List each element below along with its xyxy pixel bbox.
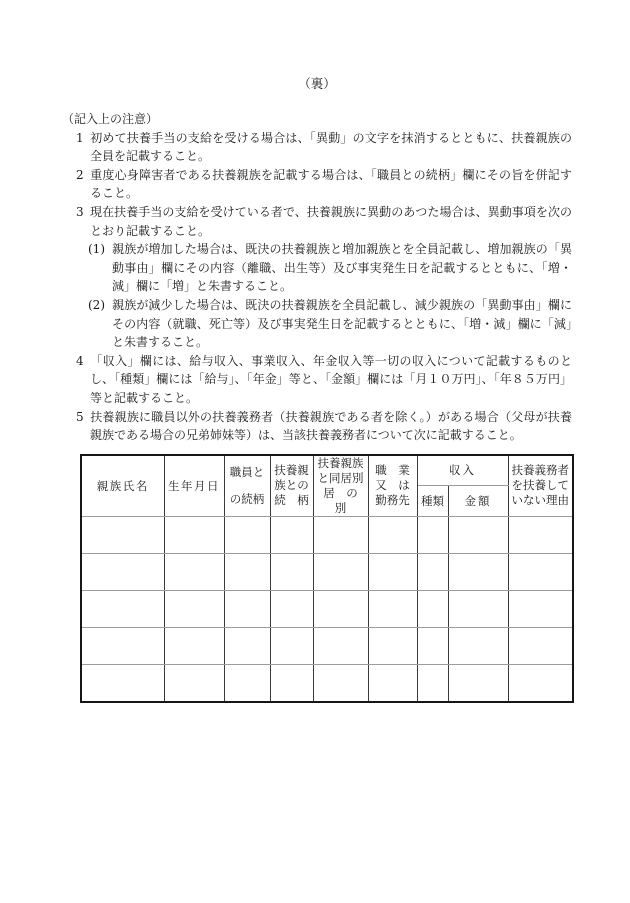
note-item-1 — [62, 129, 572, 166]
col-header-relation-to-dependent: 扶養親 族との 続 柄 — [270, 455, 313, 517]
col-header-reason-not-supporting: 扶養義務者 を扶養して いない理由 — [508, 455, 573, 517]
table-empty-cell — [164, 553, 224, 590]
note-item-1-text: 初めて扶養手当の支給を受ける場合は、「異動」の文字を抹消するとともに、扶養親族の全員を記載すること。 — [90, 130, 572, 164]
notes-section — [62, 110, 572, 445]
note-item-3-sub-2-text: 親族が減少した場合は、既決の扶養親族を全員記載し、減少親族の「異動事由」欄にその内容（就職、死亡等）及び事実発生日を記載するとともに、「増・減」欄に「減」と朱書すること。 — [112, 297, 572, 350]
table-empty-cell — [224, 516, 270, 553]
table-empty-cell — [417, 553, 448, 590]
table-empty-cell — [164, 516, 224, 553]
note-item-5-number: 5 — [76, 409, 84, 424]
table-row — [81, 553, 573, 590]
table-empty-cell — [164, 664, 224, 702]
table-empty-cell — [448, 516, 508, 553]
table-empty-cell — [417, 516, 448, 553]
table-empty-cell — [417, 627, 448, 664]
table-empty-cell — [448, 553, 508, 590]
table-row — [81, 590, 573, 627]
table-empty-cell — [313, 553, 368, 590]
col-header-relation-to-employee: 職員と の続柄 — [224, 455, 270, 517]
col-header-relative-name: 親族氏名 — [81, 455, 164, 517]
note-item-4-number: 4 — [76, 353, 84, 368]
note-item-4-text: 「収入」欄には、給与収入、事業収入、年金収入等一切の収入について記載するものとし、「種類」欄には「給与」、「年金」等と、「金額」欄には「月１０万円」、「年８５万円」等と記載すること。 — [90, 353, 572, 405]
note-item-5-text: 扶養親族に職員以外の扶養義務者（扶養親族である者を除く。）がある場合（父母が扶養親族である場合の兄弟姉妹等）は、当該扶養義務者について次に記載すること。 — [90, 409, 572, 443]
note-item-2-number: 2 — [76, 167, 84, 182]
note-item-3-sub-1-text: 親族が増加した場合は、既決の扶養親族と増加親族とを全員記載し、増加親族の「異動事由」欄にその内容（離職、出生等）及び事実発生日を記載するとともに、「増・減」欄に「増」と朱書すること。 — [112, 242, 572, 294]
col-header-income-amount: 金額 — [448, 486, 508, 516]
table-empty-cell — [417, 590, 448, 627]
table-empty-cell — [81, 590, 164, 627]
table-empty-cell — [368, 664, 417, 702]
table-empty-cell — [417, 664, 448, 702]
table-empty-cell — [368, 590, 417, 627]
col-header-income: 収入 — [417, 455, 508, 486]
col-header-income-type: 種類 — [417, 486, 448, 516]
table-empty-cell — [313, 627, 368, 664]
note-item-3 — [62, 203, 572, 240]
table-empty-cell — [81, 516, 164, 553]
note-item-2-text: 重度心身障害者である扶養親族を記載する場合は、「職員との続柄」欄にその旨を併記すること。 — [90, 167, 572, 201]
table-empty-cell — [448, 627, 508, 664]
table-empty-cell — [313, 516, 368, 553]
table-empty-cell — [270, 553, 313, 590]
table-empty-cell — [448, 664, 508, 702]
table-empty-cell — [508, 627, 573, 664]
table-empty-cell — [508, 553, 573, 590]
notes-title: （記入上の注意） — [62, 112, 159, 126]
table-row — [81, 664, 573, 702]
table-empty-cell — [224, 664, 270, 702]
table-empty-cell — [508, 516, 573, 553]
table-empty-cell — [448, 590, 508, 627]
note-item-5 — [62, 408, 572, 445]
table-empty-cell — [270, 627, 313, 664]
col-header-living-together: 扶養親族 と同居別 居 の 別 — [313, 455, 368, 517]
table-empty-cell — [81, 627, 164, 664]
note-item-3-number: 3 — [76, 204, 84, 219]
table-row — [81, 627, 573, 664]
note-item-3-text: 現在扶養手当の支給を受けている者で、扶養親族に異動のあつた場合は、異動事項を次のとおり記載すること。 — [90, 204, 572, 238]
table-empty-cell — [224, 590, 270, 627]
note-item-3-sub-1 — [62, 240, 572, 296]
table-empty-cell — [81, 664, 164, 702]
note-item-1-number: 1 — [76, 130, 84, 145]
note-item-4 — [62, 352, 572, 408]
table-empty-cell — [270, 590, 313, 627]
table-empty-cell — [508, 664, 573, 702]
note-item-3-sub-2-number: (2) — [88, 297, 105, 312]
table-empty-cell — [270, 516, 313, 553]
table-empty-cell — [164, 590, 224, 627]
table-empty-cell — [368, 553, 417, 590]
table-empty-cell — [224, 627, 270, 664]
note-item-3-sub-2 — [62, 296, 572, 352]
table-empty-cell — [224, 553, 270, 590]
table-empty-cell — [313, 590, 368, 627]
table-empty-cell — [368, 516, 417, 553]
table-empty-cell — [81, 553, 164, 590]
table-empty-cell — [508, 590, 573, 627]
note-item-2 — [62, 166, 572, 203]
dependents-table — [80, 454, 574, 703]
table-row — [81, 516, 573, 553]
page-side-label: （裏） — [298, 76, 336, 91]
table-empty-cell — [270, 664, 313, 702]
table-empty-cell — [164, 627, 224, 664]
col-header-birthdate: 生年月日 — [164, 455, 224, 517]
col-header-occupation: 職 業 又 は 勤務先 — [368, 455, 417, 517]
note-item-3-sub-1-number: (1) — [88, 242, 105, 257]
table-empty-cell — [313, 664, 368, 702]
table-empty-cell — [368, 627, 417, 664]
